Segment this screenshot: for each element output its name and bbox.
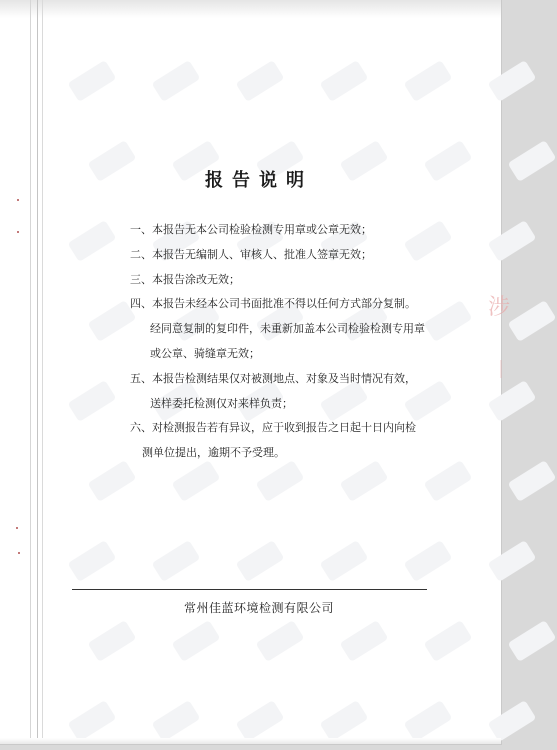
watermark-mark [152,700,201,742]
note-line: 四、本报告未经本公司书面批准不得以任何方式部分复制。 [130,297,416,311]
note-line: 一、本报告无本公司检验检测专用章或公章无效； [130,223,372,236]
watermark-mark [404,700,453,742]
watermark-mark [152,60,201,102]
binding-line [42,0,43,744]
scan-speck [18,552,20,554]
report-title: 报告说明 [205,170,313,191]
watermark-mark [68,220,117,262]
scan-speck [17,231,19,233]
watermark-mark [404,540,453,582]
watermark-mark [320,60,369,102]
watermark-mark [424,460,473,502]
scan-bottom-shadow [0,738,501,744]
note-item [130,367,460,417]
note-line: 六、对检测报告若有异议，应于收到报告之日起十日内向检 [130,421,416,435]
watermark-mark [152,540,201,582]
scan-speck [16,527,18,529]
watermark-mark [68,700,117,742]
watermark-mark [88,620,137,662]
watermark-mark [488,380,537,422]
note-item [130,416,460,466]
note-continuation-line: 送样委托检测仅对来样负责； [150,396,293,410]
binding-line [37,0,38,744]
watermark-mark [236,540,285,582]
watermark-mark [508,300,557,342]
watermark-mark [256,620,305,662]
notes-list [130,218,460,466]
stamp-fragment: ｜ [492,360,510,381]
watermark-mark [340,460,389,502]
note-item [130,218,460,243]
scan-top-shadow [0,0,501,18]
scan-speck [17,199,19,201]
note-item [130,243,460,268]
footer-divider [72,589,427,590]
watermark-mark [488,700,537,742]
binding-line [30,0,31,744]
note-line: 二、本报告无编制人、审核人、批准人签章无效； [130,247,372,261]
company-name: 常州佳蓝环境检测有限公司 [183,601,334,615]
watermark-mark [488,60,537,102]
note-continuation-line: 或公章、骑缝章无效； [150,346,260,360]
watermark-mark [320,700,369,742]
watermark-mark [68,380,117,422]
watermark-mark [68,60,117,102]
watermark-mark [172,620,221,662]
watermark-mark [508,620,557,662]
watermark-mark [508,460,557,502]
watermark-mark [236,700,285,742]
note-item [130,268,460,293]
watermark-mark [256,460,305,502]
note-line: 五、本报告检测结果仅对被测地点、对象及当时情况有效， [130,371,416,385]
watermark-mark [320,540,369,582]
watermark-mark [88,460,137,502]
watermark-mark [236,60,285,102]
watermark-mark [488,220,537,262]
watermark-mark [172,460,221,502]
note-continuation-line: 测单位提出，逾期不予受理。 [142,446,285,460]
note-continuation-line: 经同意复制的复印件，未重新加盖本公司检验检测专用章 [150,322,425,336]
note-line: 三、本报告涂改无效； [130,272,240,286]
stamp-fragment: 涉 [488,295,511,320]
watermark-mark [424,620,473,662]
note-item [130,292,460,366]
watermark-mark [68,540,117,582]
watermark-mark [404,60,453,102]
watermark-mark [340,620,389,662]
watermark-mark [488,540,537,582]
